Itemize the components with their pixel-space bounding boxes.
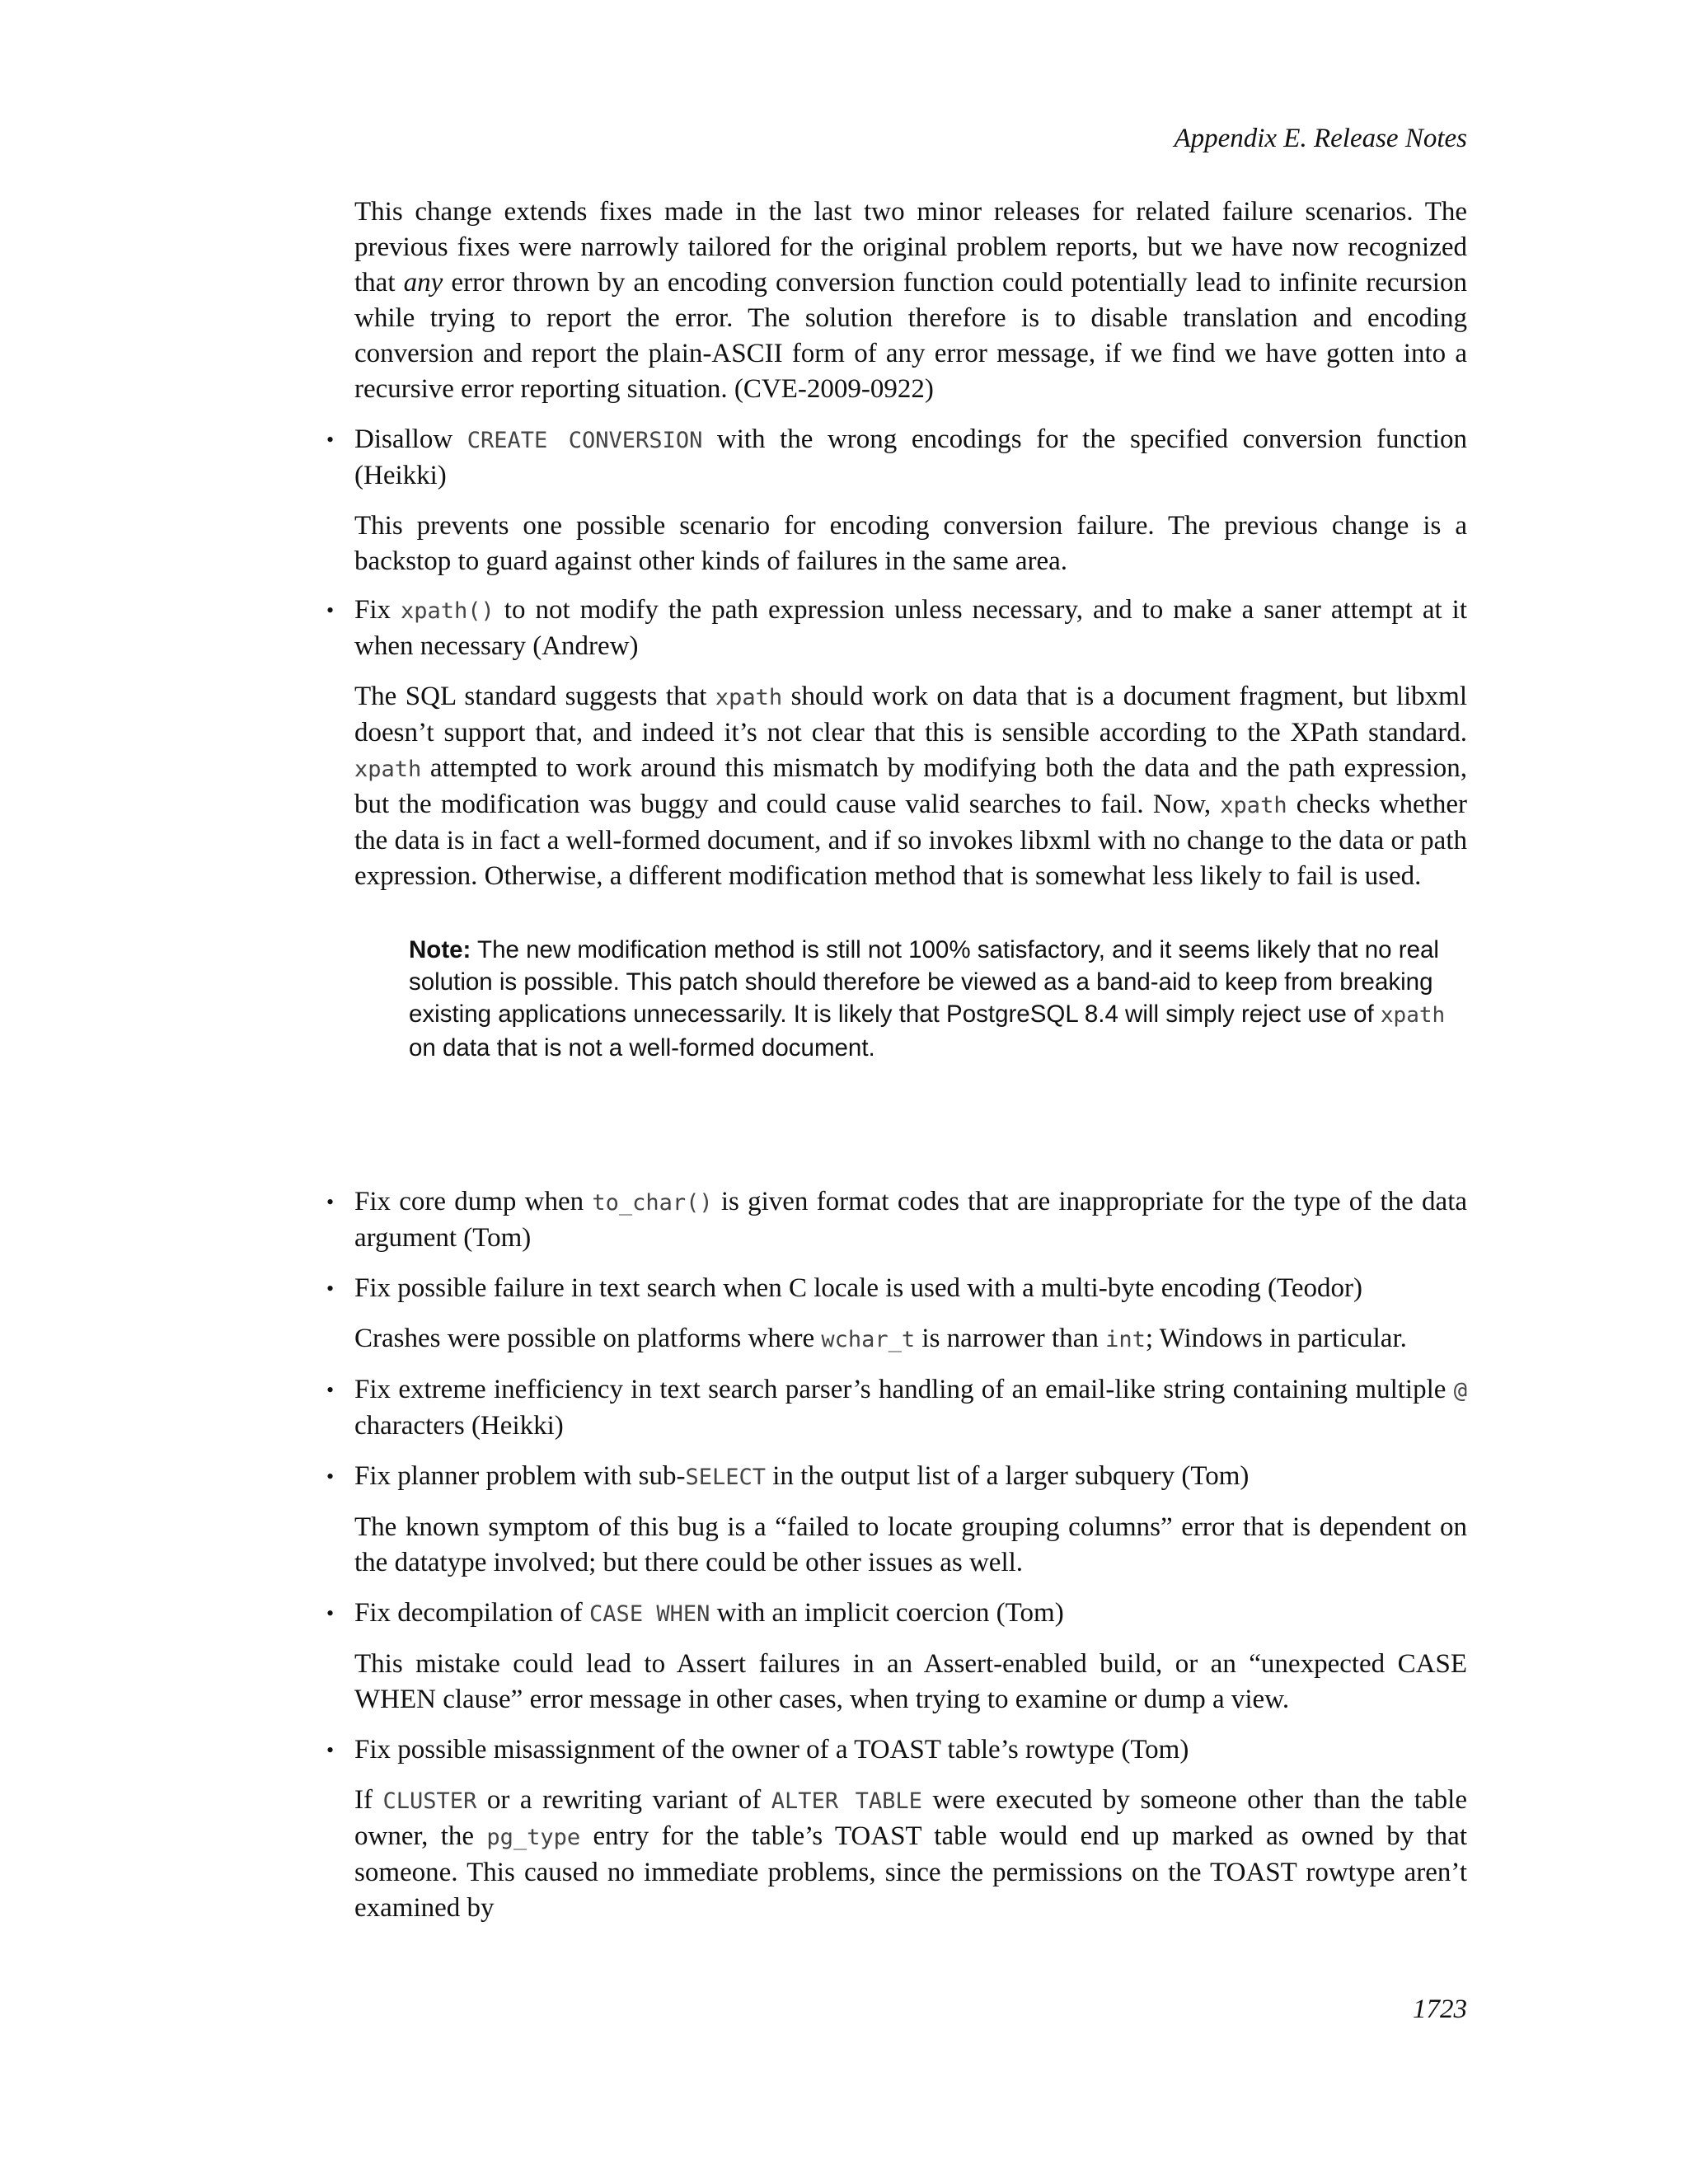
list-item: • Fix core dump when to_char() is given format codes that are inappropriate for the type of the data argument (Tom) bbox=[318, 1184, 1467, 1256]
code-literal: @ bbox=[1453, 1378, 1467, 1404]
page-number: 1723 bbox=[1413, 1994, 1467, 2024]
running-header: Appendix E. Release Notes bbox=[1174, 124, 1467, 153]
code-literal: to_char() bbox=[592, 1190, 713, 1216]
bullet-marker: • bbox=[326, 428, 335, 452]
code-literal: int bbox=[1105, 1327, 1146, 1352]
bullet-marker: • bbox=[326, 1190, 335, 1214]
paragraph: This mistake could lead to Assert failures in an Assert-enabled build, or an “unexpected CASE WHEN clause” error message in other cases, when trying to examine or dump a view. bbox=[354, 1649, 1467, 1714]
list-item: • Fix planner problem with sub-SELECT in the output list of a larger subquery (Tom) bbox=[318, 1459, 1467, 1495]
code-literal: CREATE CONVERSION bbox=[467, 428, 703, 453]
code-literal: xpath() bbox=[401, 598, 495, 624]
code-literal: CLUSTER bbox=[382, 1788, 477, 1814]
list-item: • Fix decompilation of CASE WHEN with an implicit coercion (Tom) bbox=[318, 1596, 1467, 1632]
paragraph-xpath: The SQL standard suggests that xpath should work on data that is a document fragment, but libxml doesn’t support that, and indeed it’s not clear that this is sensible according to the XPath standard. xpath attempted to work around this mismatch by modifying both the data and the path expression, but the modification was buggy and could cause valid searches to fail. Now, xpath checks whether the data is in fact a well-formed document, and if so invokes libxml with no change to the data or path expression. Otherwise, a different modification method that is somewhat less likely to fail is used. bbox=[354, 682, 1467, 891]
list-item: • Fix xpath() to not modify the path expression unless necessary, and to make a saner attempt at it when necessary (Andrew) bbox=[318, 593, 1467, 664]
bullet-marker: • bbox=[326, 1378, 335, 1402]
note-label: Note: bbox=[409, 936, 471, 963]
bullet-marker: • bbox=[326, 1738, 335, 1762]
list-item: • Fix possible misassignment of the owner of a TOAST table’s rowtype (Tom) bbox=[318, 1732, 1467, 1768]
spacer bbox=[318, 1064, 1467, 1184]
code-literal: xpath bbox=[1220, 793, 1287, 818]
emphasis-any: any bbox=[403, 268, 443, 298]
code-literal: xpath bbox=[354, 757, 422, 782]
list-item: • Fix possible failure in text search when C locale is used with a multi-byte encoding (Teodor) bbox=[318, 1271, 1467, 1306]
bullet-marker: • bbox=[326, 598, 335, 622]
code-literal: SELECT bbox=[685, 1465, 766, 1490]
list-item: • Disallow CREATE CONVERSION with the wrong encodings for the specified conversion function (Heikki) bbox=[318, 422, 1467, 494]
paragraph: If CLUSTER or a rewriting variant of ALTER TABLE were executed by someone other than the table owner, the pg_type entry for the table’s TOAST table would end up marked as owned by that someone. This caused no immediate problems, since the permissions on the TOAST rowtype aren’t examined by bbox=[354, 1785, 1467, 1923]
code-literal: CASE WHEN bbox=[589, 1601, 710, 1627]
paragraph: This prevents one possible scenario for encoding conversion failure. The previous change is a backstop to guard against other kinds of failures in the same area. bbox=[354, 511, 1467, 576]
code-literal: wchar_t bbox=[821, 1327, 916, 1352]
code-literal: xpath bbox=[715, 685, 783, 710]
bullet-marker: • bbox=[326, 1277, 335, 1301]
note-box: Note: The new modification method is still not 100% satisfactory, and it seems likely that no real solution is possible. This patch should therefore be viewed as a band-aid to keep from breaking existing applications unnecessarily. It is likely that PostgreSQL 8.4 will simply reject use of xpath on data that is not a well-formed document. bbox=[409, 936, 1446, 1062]
code-literal: ALTER TABLE bbox=[771, 1788, 922, 1814]
paragraph-recursion-fix: This change extends fixes made in the last two minor releases for related failure scenarios. The previous fixes were narrowly tailored for the original problem reports, but we have now recognized that any error thrown by an encoding conversion function could potentially lead to infinite recursion while trying to report the error. The solution therefore is to disable translation and encoding conversion and report the plain-ASCII form of any error message, if we find we have gotten into a recursive error reporting situation. (CVE-2009-0922) bbox=[354, 197, 1468, 404]
code-literal: xpath bbox=[1380, 1003, 1446, 1028]
bullet-marker: • bbox=[326, 1465, 335, 1488]
paragraph: Crashes were possible on platforms where wchar_t is narrower than int; Windows in particular. bbox=[354, 1324, 1407, 1353]
bullet-marker: • bbox=[326, 1601, 335, 1625]
code-literal: pg_type bbox=[486, 1825, 581, 1850]
page-body bbox=[318, 194, 1467, 1926]
list-item: • Fix extreme inefficiency in text search parser’s handling of an email-like string containing multiple @ characters (Heikki) bbox=[318, 1372, 1467, 1444]
paragraph: The known symptom of this bug is a “failed to locate grouping columns” error that is dependent on the datatype involved; but there could be other issues as well. bbox=[354, 1512, 1467, 1577]
